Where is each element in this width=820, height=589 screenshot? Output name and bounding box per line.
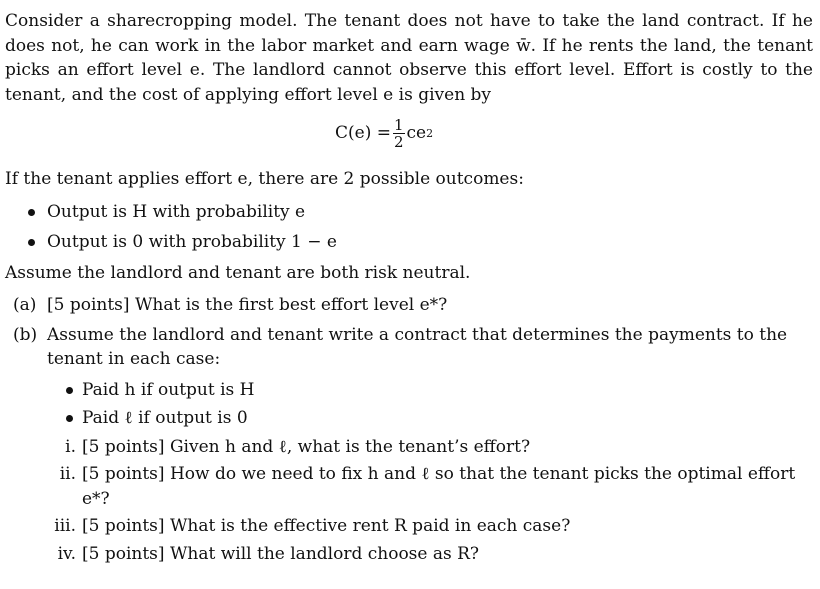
payment-cases-list — [5, 378, 813, 431]
fraction-numerator: 1 — [393, 116, 404, 134]
list-item — [5, 378, 813, 403]
subquestion-label: ii. — [59, 464, 76, 484]
question-text: [5 points] What is the first best effort level e*? — [47, 295, 448, 315]
risk-statement: Assume the landlord and tenant are both risk neutral. — [5, 262, 471, 283]
bullet-icon — [66, 387, 73, 394]
subquestion-text: [5 points] How do we need to fix h and ℓ so that the tenant picks the optimal effort e*? — [82, 464, 796, 509]
bullet-icon — [28, 209, 35, 216]
formula-rhs: ce — [406, 123, 427, 144]
fraction-denominator: 2 — [393, 133, 404, 151]
list-item — [5, 200, 813, 225]
outcome-text: Output is 0 with probability 1 − e — [47, 232, 337, 252]
subquestion-iii — [5, 514, 813, 539]
outcomes-intro: If the tenant applies effort e, there are 2 possible outcomes: — [5, 169, 524, 189]
question-text: Assume the landlord and tenant write a contract that determines the payments to the tenant in each case: — [47, 324, 788, 369]
bullet-icon — [66, 415, 73, 422]
subquestion-text: [5 points] What is the effective rent R paid in each case? — [82, 516, 571, 536]
list-item — [5, 406, 813, 431]
list-item — [5, 230, 813, 255]
subquestion-i — [5, 435, 813, 460]
subquestion-iv — [5, 542, 813, 567]
subquestion-label: iv. — [57, 543, 76, 564]
question-b — [5, 323, 813, 372]
subquestion-label: iii. — [54, 516, 76, 536]
formula-lhs: C(e) = — [335, 123, 391, 144]
case-text: Paid ℓ if output is 0 — [82, 408, 248, 428]
subquestion-text: [5 points] Given h and ℓ, what is the tenant’s effort? — [82, 436, 531, 457]
outcomes-list — [5, 200, 813, 255]
subquestion-ii — [5, 462, 813, 511]
subquestion-text: [5 points] What will the landlord choose as R? — [82, 543, 480, 564]
outcome-text: Output is H with probability e — [47, 201, 306, 222]
cost-formula: C(e) = $\frac{1}{2}$ ce 2 — [335, 116, 434, 151]
problem-document — [5, 9, 813, 569]
question-label: (a) — [13, 295, 37, 315]
intro-paragraph: Consider a sharecropping model. The tenant does not have to take the land contract. If he does not, he can work in the labor market and earn wage w̄. If he rents the land, the tenant picks an effort level e. The landlord cannot observe this effort level. Effort is costly to the tenant, and the cost of applying effort level e is given by — [5, 11, 813, 105]
subquestion-label: i. — [65, 436, 76, 457]
formula-fraction — [393, 117, 405, 150]
subquestions-list — [5, 435, 813, 567]
question-a — [5, 293, 813, 318]
case-text: Paid h if output is H — [82, 379, 255, 400]
question-label: (b) — [13, 324, 38, 345]
bullet-icon — [28, 239, 35, 246]
